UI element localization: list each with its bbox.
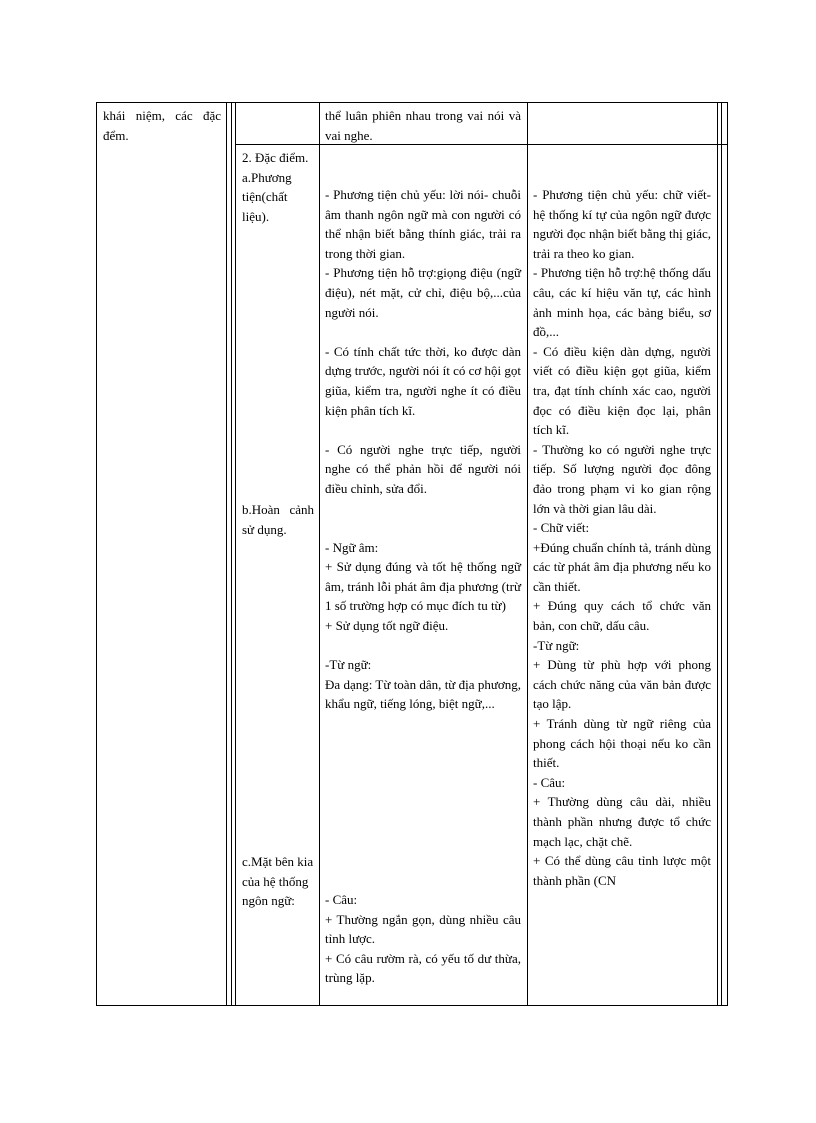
written-point: - Có điều kiện dàn dựng, người viết có điều kiện gọt giũa, kiểm tra, đạt tính chính xác cao, người đọc có điều kiện đọc lại, phân tích kĩ.	[533, 343, 711, 438]
spoken-point: -Từ ngữ:	[325, 657, 372, 673]
written-point: -Từ ngữ:	[533, 637, 580, 653]
spoken-point: - Phương tiện hỗ trợ:giọng điệu (ngữ điệu), nét mặt, cử chỉ, điệu bộ,...của người nói.	[325, 265, 521, 320]
spoken-point: - Có tính chất tức thời, ko được dàn dựng trước, người nói ít có cơ hội gọt giũa, kiểm tra, người nghe ít có điều kiện phân tích kĩ.	[325, 343, 521, 418]
spoken-point: - Có người nghe trực tiếp, người nghe có thể phản hồi để người nói điều chỉnh, sửa đổi.	[325, 441, 521, 496]
cell-feature-labels	[242, 148, 314, 226]
column-divider	[721, 103, 722, 1005]
label-medium: a.Phương tiện(chất liệu).	[242, 169, 292, 224]
cell-spoken-sentences	[325, 890, 521, 988]
written-point: + Tránh dùng từ ngữ riêng của phong cách hội thoại nếu ko cần thiết.	[533, 716, 711, 771]
written-point: - Thường ko có người nghe trực tiếp. Số lượng người đọc đông đảo trong phạm vi ko gian rộng lớn và thời gian lâu dài.	[533, 441, 711, 516]
column-divider	[226, 103, 227, 1005]
written-point: - Chữ viết:	[533, 520, 590, 536]
written-point: + Có thể dùng câu tỉnh lược một thành phần (CN	[533, 853, 711, 888]
cell-row1-spoken	[325, 106, 521, 145]
spoken-roles-text: thể luân phiên nhau trong vai nói và vai nghe.	[325, 108, 521, 143]
content-table	[96, 102, 728, 1006]
spoken-point: - Ngữ âm:	[325, 539, 379, 555]
spoken-point: + Sử dụng tốt ngữ điệu.	[325, 618, 449, 634]
spoken-point: Đa dạng: Từ toàn dân, từ địa phương, khẩu ngữ, tiếng lóng, biệt ngữ,...	[325, 676, 521, 712]
written-point: + Đúng quy cách tổ chức văn bản, con chữ, dấu câu.	[533, 598, 711, 634]
written-point: + Dùng từ phù hợp với phong cách chức năng của văn bản được tạo lập.	[533, 657, 711, 712]
cell-concept	[103, 106, 221, 145]
label-language-system: c.Mặt bên kia của hệ thống ngôn ngữ:	[242, 854, 314, 909]
column-divider	[231, 103, 232, 1005]
cell-written-features	[533, 185, 711, 890]
concept-text: khái niệm, các đặc đểm.	[103, 108, 221, 143]
cell-spoken-features	[325, 185, 521, 714]
written-point: - Phương tiện chủ yếu: chữ viết- hệ thống kí tự của ngôn ngữ được người đọc nhận biết bằng thị giác, trải ra theo ko gian.	[533, 187, 711, 261]
spoken-point: - Phương tiện chủ yếu: lời nói- chuỗi âm thanh ngôn ngữ mà con người có thể nhận biết bằng thính giác, trải ra trong thời gian.	[325, 187, 521, 261]
cell-system-label	[242, 852, 314, 911]
written-point: - Phương tiện hỗ trợ:hệ thống dấu câu, các kí hiệu văn tự, các hình ảnh minh họa, các bảng biểu, sơ đồ,...	[533, 265, 711, 340]
column-divider	[527, 103, 528, 1005]
spoken-point: - Câu:	[325, 892, 358, 907]
written-point: - Câu:	[533, 774, 566, 790]
column-divider	[319, 103, 320, 1005]
cell-context-label	[242, 500, 314, 539]
label-context: b.Hoàn cảnh sử dụng.	[242, 502, 314, 537]
written-point: +Đúng chuẩn chính tả, tránh dùng các từ phát âm địa phương nếu ko cần thiết.	[533, 539, 711, 594]
features-heading: 2. Đặc điểm.	[242, 150, 309, 165]
column-divider	[235, 103, 236, 1005]
column-divider	[717, 103, 718, 1005]
spoken-point: + Có câu rườm rà, có yếu tố dư thừa, trùng lặp.	[325, 950, 521, 986]
spoken-point: + Sử dụng đúng và tốt hệ thống ngữ âm, tránh lỗi phát âm địa phương (trừ 1 số trường hợp có mục đích tu từ)	[325, 559, 521, 614]
written-point: + Thường dùng câu dài, nhiều thành phần nhưng được tổ chức mạch lạc, chặt chẽ.	[533, 794, 711, 849]
spoken-point: + Thường ngắn gọn, dùng nhiều câu tỉnh lược.	[325, 911, 521, 947]
